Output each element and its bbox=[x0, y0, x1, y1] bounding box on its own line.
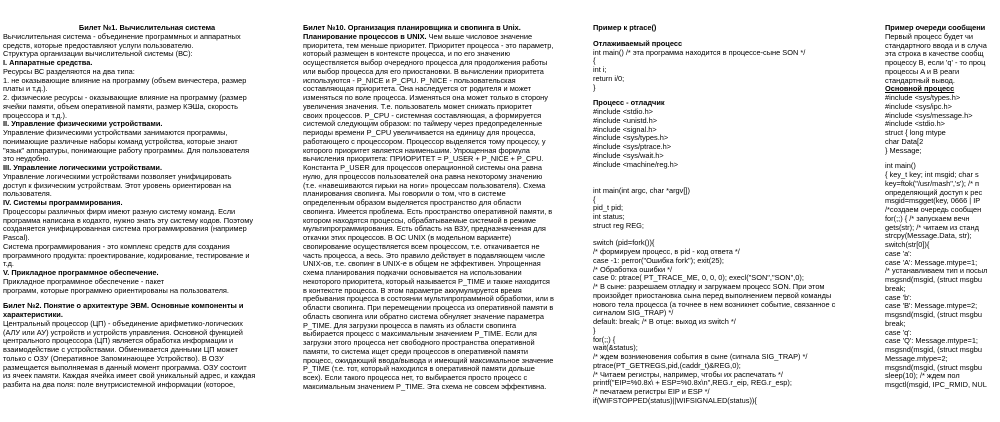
text-line: из ячеек памяти. Каждая ячейка имеет свой уникальный адрес, и каждая bbox=[3, 371, 256, 381]
debugger-code bbox=[593, 108, 878, 406]
text-line: в контексте процесса. В этом параметре аккумулируется время bbox=[303, 285, 522, 295]
ticket-2-body bbox=[3, 320, 291, 390]
text-line: /* Читаем регистры, например, чтобы их распечатать */ bbox=[593, 369, 783, 379]
text-line: } bbox=[593, 325, 596, 335]
text-line: выбирается процесс с максимальным значением P_TIME. Если для bbox=[303, 329, 537, 339]
section-heading-application-software: V. Прикладное программное обеспечение. bbox=[3, 268, 159, 277]
text-line: приоритета, тем меньше приоритет. Приоритет процесса - это параметр, bbox=[303, 40, 554, 50]
text-line: схема планирования подкачки основывается на использовании bbox=[303, 268, 522, 277]
ticket-2-title-cont: характеристики. bbox=[3, 310, 63, 319]
text-line: доступ к физическим устройствам. Этот уровень ориентирован на bbox=[3, 180, 232, 190]
text-line: работающего с процессором. Процессор выделяется тому процессу, у bbox=[303, 136, 546, 146]
text-line: Прикладное программное обеспечение - пакет bbox=[3, 276, 165, 286]
text-line bbox=[593, 169, 878, 178]
text-line: Первый процесс будет чи bbox=[885, 31, 973, 41]
text-line: wait(&status); bbox=[593, 343, 638, 353]
text-line: #include <signal.h> bbox=[593, 124, 657, 134]
text-line: #include <stdio.h> bbox=[885, 119, 945, 129]
text-line: составляющая приоритета. Она наследуется от родителя и может bbox=[303, 84, 532, 94]
text-line: Процессоры различных фирм имеют разную систему команд. Если bbox=[3, 206, 236, 216]
text-line: default: break; /* В отце: выход из switch */ bbox=[593, 317, 736, 326]
text-line: msgctl(msgid, IPC_RMID, NUL bbox=[885, 380, 987, 389]
text-line: Управление логическими устройствами позволяет унифицировать bbox=[3, 171, 232, 181]
text-line: программ, которые программно ориентированы на пользователя. bbox=[3, 285, 229, 295]
text-line: своих процессов. P_CPU - системная составляющая, а формируется bbox=[303, 110, 542, 120]
text-line: платы и т.д.). bbox=[3, 84, 48, 94]
text-line: /* В сыне: разрешаем отладку и загружаем процесс SON. При этом bbox=[593, 282, 825, 291]
text-line: процессу В, если 'q' - то проц bbox=[885, 58, 986, 67]
text-line: for(;;) { bbox=[593, 334, 616, 344]
text-line: #include <sys/types.h> bbox=[593, 133, 669, 143]
text-line: #include <stdio.h> bbox=[593, 107, 653, 116]
text-line: откачки этих процессов. В ОС UNIX (в модельном варианте) bbox=[303, 233, 512, 242]
text-line: UNIX-ов, т.е. свопинг в UNIX-е в общем не эффективен. Упрощенная bbox=[303, 259, 541, 269]
text-line: /* Обработка ошибки */ bbox=[593, 264, 673, 274]
text-line: { bbox=[593, 194, 596, 204]
text-line: ячейки памяти, объем оперативной памяти, размер КЭШа, скорость bbox=[3, 101, 238, 111]
text-line: char Data[2 bbox=[885, 136, 924, 146]
text-line: (АЛУ или АУ) устройств и устройств управления. Основной функцией bbox=[3, 327, 243, 337]
text-line: это неудобно. bbox=[3, 154, 51, 164]
text-line: case 'q': bbox=[885, 327, 912, 337]
text-line: определенным образом выделяется пространство для области bbox=[303, 198, 522, 207]
text-line: стандартного ввода и в случа bbox=[885, 40, 987, 50]
text-line: switch (pid=fork()){ bbox=[593, 238, 655, 248]
text-line: всех). Если такого процесса нет, то выбирается просто процесс с bbox=[303, 373, 528, 382]
text-line: msgsnd(msgid, (struct msgbu bbox=[885, 275, 982, 284]
text-line: осуществляется выбор очередного процесса для продолжения работы bbox=[303, 58, 548, 67]
text-line: pid_t pid; bbox=[593, 203, 623, 213]
text-line: только с ОЗУ (Оперативное Запоминающее Устройство). В ОЗУ bbox=[3, 353, 224, 363]
text-line: которого приоритет является наименьшим. Упрощенная формула bbox=[303, 145, 530, 155]
text-line: { bbox=[593, 56, 596, 66]
text-line: case 'Q': Message.mtype=1; bbox=[885, 336, 978, 346]
section-heading-logical-devices: III. Управление логическими устройствами. bbox=[3, 163, 163, 172]
text-line: key=ftok("/usr/mash",'s'); /* п bbox=[885, 178, 980, 188]
text-line: области свопинга. При перемещении процесса из оперативной памяти в bbox=[303, 303, 554, 312]
text-line: изменяться по воле процесса. Изменяться она может только в сторону bbox=[303, 93, 548, 102]
text-line: 2. физические ресурсы - оказывающие влияние на программу (размер bbox=[3, 93, 247, 102]
text-line: Структура организации вычислительной системы (ВС): bbox=[3, 49, 193, 59]
text-line: свопинга. Имеется проблема. Есть пространство оперативной памяти, в bbox=[303, 206, 553, 216]
text-line: средств, которые предоставляют услуги пользователю. bbox=[3, 40, 194, 50]
text-line: int main() bbox=[885, 161, 916, 171]
text-line: системой следующим образом: по таймеру через предопределенные bbox=[303, 119, 543, 129]
text-line: int status; bbox=[593, 212, 625, 221]
text-line: загрузки этого процесса нет свободного пространства оперативной bbox=[303, 338, 535, 347]
text-line: msgsnd(msgid, (struct msgbu bbox=[885, 310, 982, 319]
text-line: printf("EIP=%0.8x\ + ESP=%0.8x\n",REG.r_eip, REG.r_esp); bbox=[593, 378, 792, 388]
text-line: эта строка в качестве сообщ bbox=[885, 49, 984, 59]
text-line: sleep(10); /* ждем пол bbox=[885, 371, 960, 381]
text-line: if(WIFSTOPPED(status)||WIFSIGNALED(status)){ bbox=[593, 395, 757, 405]
text-line: мультипрограммирования. Есть область на ВЗУ, предназначенная для bbox=[303, 224, 546, 234]
text-line: #include <sys/types.h> bbox=[885, 93, 961, 102]
message-queue-intro bbox=[885, 33, 1000, 86]
text-line: msgid=msgget(key, 0666 | IP bbox=[885, 196, 981, 206]
text-line: /* печатаем регистры EIP и ESP */ bbox=[593, 387, 710, 396]
text-line: или выбор процесса для его приостановки. В вычислении приоритета bbox=[303, 66, 544, 76]
text-line: strcpy(Message.Data, str); bbox=[885, 231, 972, 241]
text-line: программного продукта: проектирование, кодирование, тестирование и bbox=[3, 250, 250, 260]
ticket-10-body bbox=[303, 33, 590, 392]
section-programming-systems-body bbox=[3, 208, 291, 269]
text-line: пребывания процесса в состоянии мультипрограммной обработки, или в bbox=[303, 294, 554, 304]
text-line: int main() /* эта программа находится в процессе-сыне SON */ bbox=[593, 47, 806, 57]
text-line: P_TIME (т.е. тот, который находился в оперативной памяти дольше bbox=[303, 364, 535, 374]
debuggee-code bbox=[593, 49, 878, 93]
text-line: увеличения значения. Т.е. пользователь может снижать приоритет bbox=[303, 101, 533, 111]
text-line: case 0: ptrace( PT_TRACE_ME, 0, 0, 0); execl("SON","SON",0); bbox=[593, 273, 804, 283]
text-line: case 'a': bbox=[885, 248, 912, 258]
text-line: процесс, ожидающий ввода/вывода и имеющий максимальное значение bbox=[303, 355, 554, 365]
text-line: процессора и т.д.). bbox=[3, 110, 68, 120]
text-line: взаимодействие с устройствами. Обменивается данными ЦП может bbox=[3, 345, 238, 354]
text-line: Константа P_USER для процессов операционной системы она равна bbox=[303, 163, 542, 172]
ticket-1-column bbox=[3, 24, 291, 422]
text-line: break; bbox=[885, 318, 906, 328]
text-line: понимающие различные наборы команд устройства, которые знают bbox=[3, 136, 238, 146]
text-line: область свопинга или обратно система обнуляет значение параметра bbox=[303, 311, 545, 321]
text-line: размещается выполняемая в данный момент программа. ОЗУ состоит bbox=[3, 362, 247, 372]
text-line: /* устанавливаем тип и посыл bbox=[885, 266, 988, 276]
ticket-10-column bbox=[303, 24, 590, 422]
text-line: /*создаем очередь сообщен bbox=[885, 205, 982, 214]
debuggee-heading: Отлаживаемый процесс bbox=[593, 38, 683, 48]
message-queue-column bbox=[885, 24, 1000, 422]
text-line: #include <sys/ptrace.h> bbox=[593, 142, 672, 151]
text-line: (т.е. «навешиваются гирьки на ноги» процессам пользователя). Схема bbox=[303, 180, 546, 190]
text-line: программа написана в кодахто, нужно знать эту систему кодов. Поэтому bbox=[3, 215, 254, 225]
text-line: памяти, то система ищет среди процессов в оперативной памяти bbox=[303, 346, 528, 356]
text-line: сигналом SIG_TRAP) */ bbox=[593, 308, 674, 318]
text-line: произойдет приостановка сына перед выполнением первой команды bbox=[593, 290, 832, 300]
ticket-1-intro bbox=[3, 33, 291, 59]
ticket-2-title: Билет №2. Понятие о архитектуре ЭВМ. Основные компоненты и bbox=[3, 301, 244, 311]
text-line: case 'A': Message.mtype=1; bbox=[885, 257, 978, 267]
text-line: некоторого приоритета, который называется P_TIME и также находится bbox=[303, 276, 550, 286]
main-process-heading: Основной процесс bbox=[885, 84, 955, 94]
section-logical-devices-body bbox=[3, 173, 291, 199]
section-heading-physical-devices: II. Управление физическими устройствами. bbox=[3, 119, 163, 129]
text-line: for(;;) { /* запускаем вечн bbox=[885, 213, 970, 223]
section-heading-hardware: I. Аппаратные средства. bbox=[3, 58, 93, 67]
text-line: } bbox=[593, 82, 596, 92]
text-line: 1. не оказывающие влияние на программу (объем винчестера, размер bbox=[3, 75, 247, 85]
text-line: } Message; bbox=[885, 145, 922, 155]
text-line: #include <machine/reg.h> bbox=[593, 159, 679, 169]
text-line: msgsnd(msgid, (struct msgbu bbox=[885, 362, 982, 372]
text-line: return i/0; bbox=[593, 73, 625, 83]
text-line: Pascal). bbox=[3, 233, 30, 242]
text-line: #include <sys/wait.h> bbox=[593, 150, 664, 160]
text-line: #include <sys/ipc.h> bbox=[885, 101, 952, 111]
text-line: "язык" аппаратуры, понимающие работу программы. Для пользователя bbox=[3, 145, 250, 155]
text-line: нулю, для процессов пользователей она равна некоторому значению bbox=[303, 171, 543, 181]
text-line: gets(str); /* читаем из станд bbox=[885, 222, 979, 232]
main-process-includes bbox=[885, 94, 1000, 155]
emphasis: Планирование процессов в UNIX. bbox=[303, 31, 427, 41]
text-line: switch(str[0]){ bbox=[885, 240, 930, 249]
text-line: int main(int argc, char *argv[]) bbox=[593, 185, 690, 195]
text-line: определяющий доступ к рес bbox=[885, 187, 983, 197]
text-line: Вычислительная система - объединение программных и аппаратных bbox=[3, 31, 241, 41]
text-line: Центральный процессор (ЦП) - объединение арифметико-логических bbox=[3, 318, 243, 328]
text-line: /* ждем возникновения события в сыне (сигнала SIG_TRAP) */ bbox=[593, 352, 808, 361]
ptrace-example-title: Пример к ptrace() bbox=[593, 24, 657, 32]
text-line: стандартный вывод. bbox=[885, 75, 955, 85]
section-heading-programming-systems: IV. Системы программирования. bbox=[3, 198, 123, 207]
text-line: разбита на два поля: поле внутрисистемной информации (которое, bbox=[3, 380, 236, 389]
section-physical-devices-body bbox=[3, 129, 291, 164]
text-line: используются - P_NICE и P_CPU. P_NICE - пользовательская bbox=[303, 75, 516, 85]
text-line: который размещен в контексте процесса, и по его значению bbox=[303, 49, 510, 59]
message-queue-title: Пример очереди сообщени bbox=[885, 24, 986, 32]
text-line: msgsnd(msgid, (struct msgbu bbox=[885, 345, 982, 354]
text-line: свопирование осуществляется всем процессом, т.е. откачивается не bbox=[303, 241, 540, 251]
text-line: ptrace(PT_GETREGS,pid,(caddr_t)&REG,0); bbox=[593, 360, 741, 370]
debugger-heading: Процесс - отладчик bbox=[593, 98, 665, 108]
text-line: процессы A и B реаги bbox=[885, 66, 960, 76]
text-line: break; bbox=[885, 283, 906, 293]
text-line: пользователя. bbox=[3, 189, 52, 199]
main-process-code bbox=[885, 162, 1000, 390]
text-line: /* формируем процесс, в pid - код ответа */ bbox=[593, 247, 740, 256]
text-line: { key_t key; int msgid; char s bbox=[885, 170, 979, 179]
text-line: вычисления приоритета: ПРИОРИТЕТ = P_USER + P_NICE + P_CPU. bbox=[303, 154, 544, 164]
text-line: часть процесса, а весь. Это правило действует в подавляющем числе bbox=[303, 250, 546, 260]
text-line: нового тела процесса (а точнее в нем возникнет событие, связанное с bbox=[593, 299, 836, 309]
text-line: Ресурсы ВС разделяются на два типа: bbox=[3, 66, 135, 76]
text-line: планирования свопинга. Мы говорили о том, что в системе bbox=[303, 189, 506, 199]
text-line: т.д. bbox=[3, 259, 14, 269]
section-application-software-body bbox=[3, 278, 291, 296]
text-line: Message.mtype=2; bbox=[885, 353, 948, 363]
text-line: case 'B': Message.mtype=2; bbox=[885, 301, 978, 311]
text-line: case 'b': bbox=[885, 292, 912, 302]
ptrace-example-column bbox=[593, 24, 878, 422]
text-line: Планирование процессов в UNIX. Чем выше числовое значение bbox=[303, 31, 533, 41]
text-line: котором находятся процессы, обрабатываемые системой в режиме bbox=[303, 215, 537, 225]
text-line: Система программирования - это комплекс средств для создания bbox=[3, 241, 230, 251]
text-line: int i; bbox=[593, 65, 607, 74]
text-line: Управление физическими устройствами занимаются программы, bbox=[3, 128, 228, 137]
section-hardware-body bbox=[3, 68, 291, 121]
text-line: максимальным значением P_TIME. Эта схема не совсем эффективна. bbox=[303, 381, 547, 391]
text-line: case -1: perror("Ошибка fork"); exit(25); bbox=[593, 255, 724, 265]
text-line: периоды времени P_CPU увеличивается на единицу для процесса, bbox=[303, 128, 536, 137]
text-line: #include <sys/message.h> bbox=[885, 110, 973, 120]
text-line: struct reg REG; bbox=[593, 220, 644, 230]
ticket-10-title: Билет №10. Организация планировщика и свопинга в Unix. bbox=[303, 24, 521, 32]
text-line: struct { long mtype bbox=[885, 128, 946, 137]
ticket-1-title: Билет №1. Вычислительная система bbox=[78, 24, 216, 32]
text-line: центрального процессора (ЦП) является обработка информации и bbox=[3, 336, 234, 346]
text-line: #include <unistd.h> bbox=[593, 115, 658, 125]
text-line: созданяется унифицированная система программирования (например bbox=[3, 224, 247, 234]
text-line: P_TIME. Для загрузки процесса в память из области свопинга bbox=[303, 320, 517, 330]
